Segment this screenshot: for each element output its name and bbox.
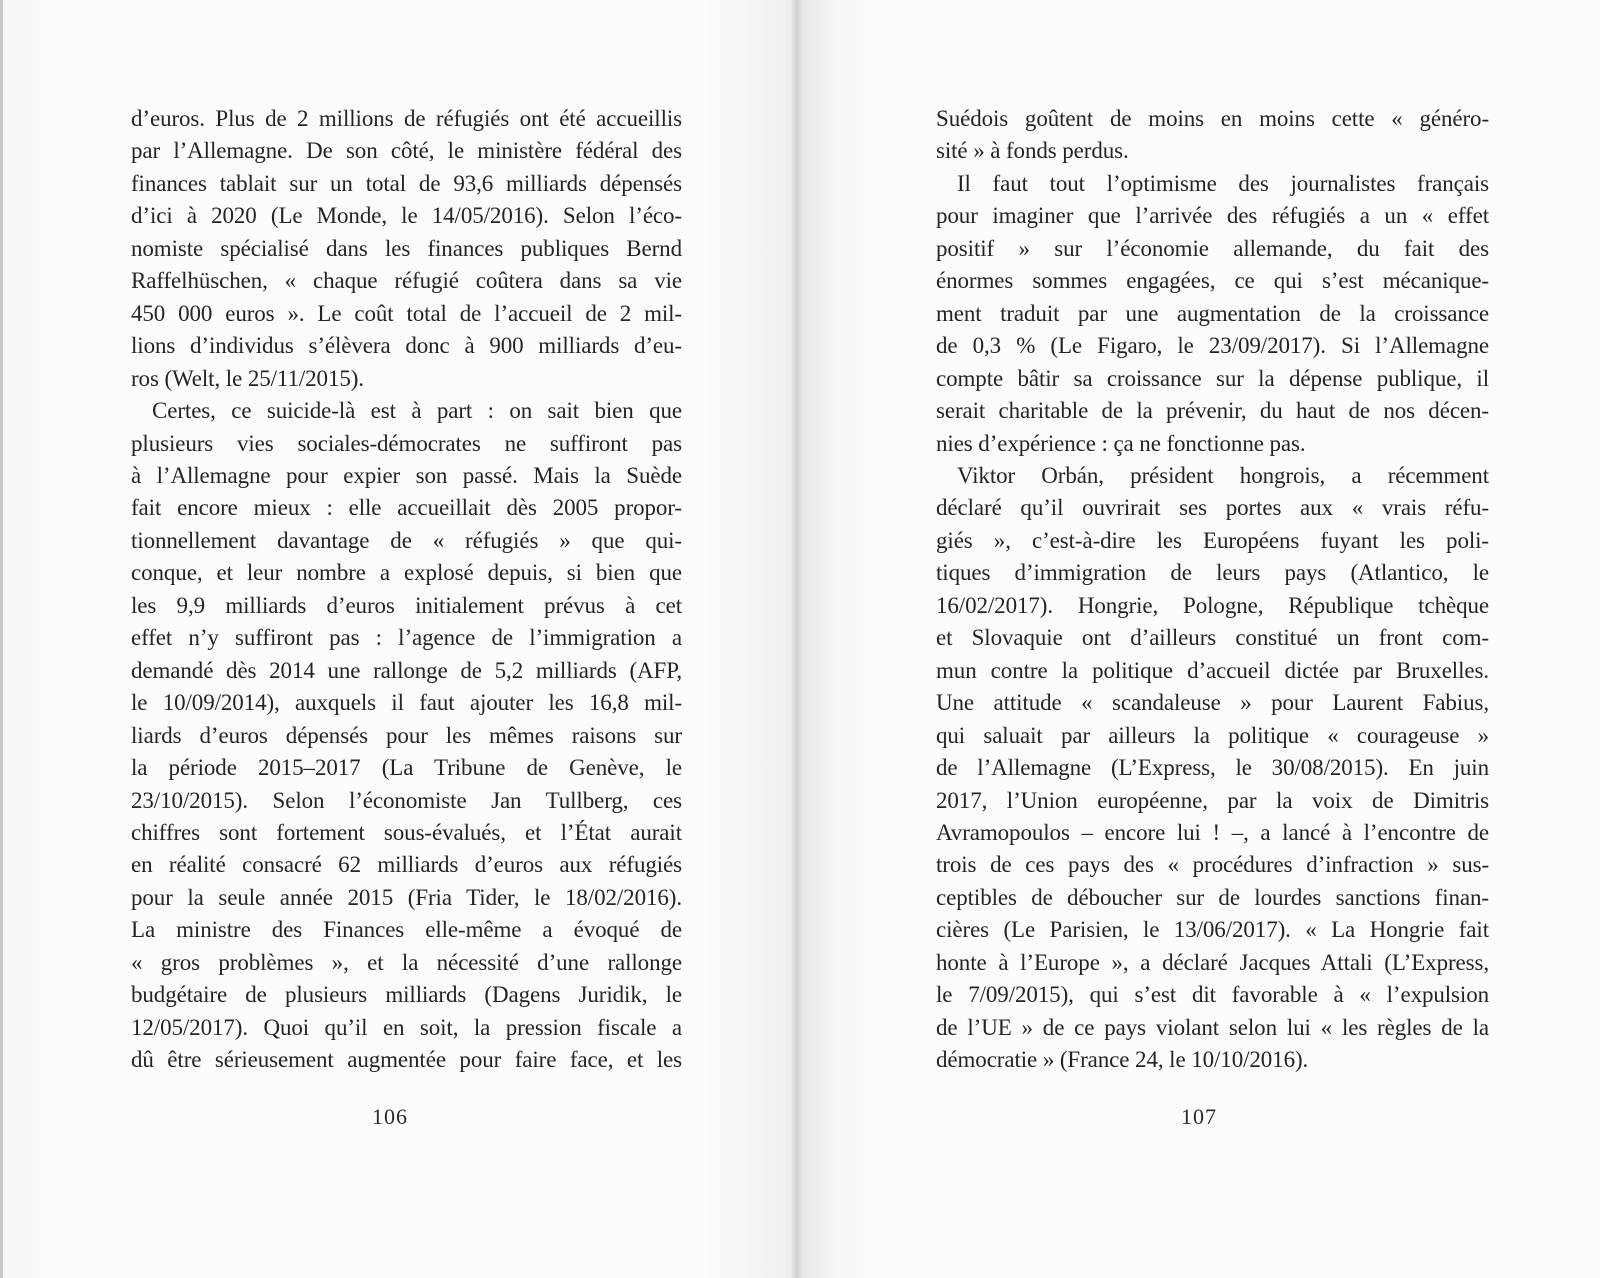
text-line: et Slovaquie ont d’ailleurs constitué un front com- [936,625,1489,651]
right-page-text [936,103,1489,1077]
text-line: Il faut tout l’optimisme des journalistes français [957,170,1489,196]
text-line: dû être sérieusement augmentée pour faire face, et les [131,1047,682,1073]
text-line: déclaré qu’il ouvrirait ses portes aux « vrais réfu- [936,495,1489,521]
text-line: positif » sur l’économie allemande, du fait des [936,235,1489,261]
right-page [796,0,1600,1278]
page-number: 106 [372,1104,408,1129]
text-line: à l’Allemagne pour expier son passé. Mais la Suède [131,462,682,488]
text-line: par l’Allemagne. De son côté, le ministère fédéral des [131,138,682,164]
text-line: 12/05/2017). Quoi qu’il en soit, la pression fiscale a [131,1014,682,1040]
text-line: effet n’y suffiront pas : l’agence de l’immigration a [131,625,682,651]
page-edge [0,0,3,1278]
text-line: tiques d’immigration de leurs pays (Atlantico, le [936,560,1489,586]
text-line: liards d’euros dépensés pour les mêmes raisons sur [131,722,682,748]
page-number: 107 [1181,1104,1217,1129]
text-line: conque, et leur nombre a explosé depuis, si bien que [131,560,682,586]
text-line: qui saluait par ailleurs la politique « courageuse » [936,722,1489,748]
text-line: Suédois goûtent de moins en moins cette « généro- [936,106,1489,131]
text-line: de l’UE » de ce pays violant selon lui « les règles de la [936,1014,1489,1040]
book-gutter-shadow [790,0,802,1278]
text-line: budgétaire de plusieurs milliards (Dagens Juridik, le [131,982,682,1008]
text-line: nomiste spécialisé dans les finances publiques Bernd [131,235,682,261]
text-line: trois de ces pays des « procédures d’infraction » sus- [936,852,1489,878]
text-line: pour la seule année 2015 (Fria Tider, le 18/02/2016). [131,884,682,910]
text-line: tionnellement davantage de « réfugiés » que qui- [131,527,682,553]
text-line: nies d’expérience : ça ne fonctionne pas. [936,430,1306,456]
text-line: fait encore mieux : elle accueillait dès 2005 propor- [131,495,682,521]
left-page-text [131,103,682,1077]
text-line: « gros problèmes », et la nécessité d’une rallonge [131,949,682,975]
text-line: mun contre la politique d’accueil dictée par Bruxelles. [936,657,1489,683]
text-line: serait charitable de la prévenir, du haut de nos décen- [936,398,1489,424]
text-line: Raffelhüschen, « chaque réfugié coûtera dans sa vie [131,268,682,294]
text-line: sité » à fonds perdus. [936,138,1129,164]
text-line: ros (Welt, le 25/11/2015). [131,365,364,391]
text-line: demandé dès 2014 une rallonge de 5,2 milliards (AFP, [131,657,682,683]
text-line: 16/02/2017). Hongrie, Pologne, République tchèque [936,592,1489,618]
text-line: le 7/09/2015), qui s’est dit favorable à « l’expulsion [936,982,1489,1008]
text-line: compte bâtir sa croissance sur la dépense publique, il [936,365,1489,391]
text-line: énormes sommes engagées, ce qui s’est mécanique- [936,268,1489,294]
left-page [0,0,796,1278]
text-line: 450 000 euros ». Le coût total de l’accueil de 2 mil- [131,300,682,326]
text-line: Une attitude « scandaleuse » pour Laurent Fabius, [936,690,1489,716]
text-line: La ministre des Finances elle-même a évoqué de [131,917,682,943]
text-line: Certes, ce suicide-là est à part : on sait bien que [152,398,682,424]
text-line: 23/10/2015). Selon l’économiste Jan Tullberg, ces [131,787,682,813]
text-line: finances tablait sur un total de 93,6 milliards dépensés [131,170,682,196]
text-line: 2017, l’Union européenne, par la voix de Dimitris [936,787,1489,813]
text-line: giés », c’est-à-dire les Européens fuyant les poli- [936,527,1489,553]
text-line: d’ici à 2020 (Le Monde, le 14/05/2016). Selon l’éco- [131,203,682,229]
text-line: le 10/09/2014), auxquels il faut ajouter les 16,8 mil- [131,690,682,716]
text-line: les 9,9 milliards d’euros initialement prévus à cet [131,592,682,618]
text-line: Avramopoulos – encore lui ! –, a lancé à l’encontre de [936,819,1489,845]
text-line: démocratie » (France 24, le 10/10/2016). [936,1047,1309,1073]
text-line: Viktor Orbán, président hongrois, a récemment [957,462,1489,488]
text-line: la période 2015–2017 (La Tribune de Genève, le [131,755,682,781]
text-line: en réalité consacré 62 milliards d’euros aux réfugiés [131,852,682,878]
text-line: honte à l’Europe », a déclaré Jacques Attali (L’Express, [936,949,1489,975]
text-line: lions d’individus s’élèvera donc à 900 milliards d’eu- [131,333,682,359]
text-line: de 0,3 % (Le Figaro, le 23/09/2017). Si l’Allemagne [936,333,1489,359]
text-line: pour imaginer que l’arrivée des réfugiés a un « effet [936,203,1489,229]
text-line: de l’Allemagne (L’Express, le 30/08/2015). En juin [936,755,1489,781]
text-line: ment traduit par une augmentation de la croissance [936,300,1489,326]
text-line: cières (Le Parisien, le 13/06/2017). « La Hongrie fait [936,917,1489,943]
text-line: plusieurs vies sociales-démocrates ne suffiront pas [131,430,682,456]
text-line: chiffres sont fortement sous-évalués, et l’État aurait [131,819,682,845]
text-line: d’euros. Plus de 2 millions de réfugiés ont été accueillis [131,106,682,131]
text-line: ceptibles de déboucher sur de lourdes sanctions finan- [936,884,1489,910]
